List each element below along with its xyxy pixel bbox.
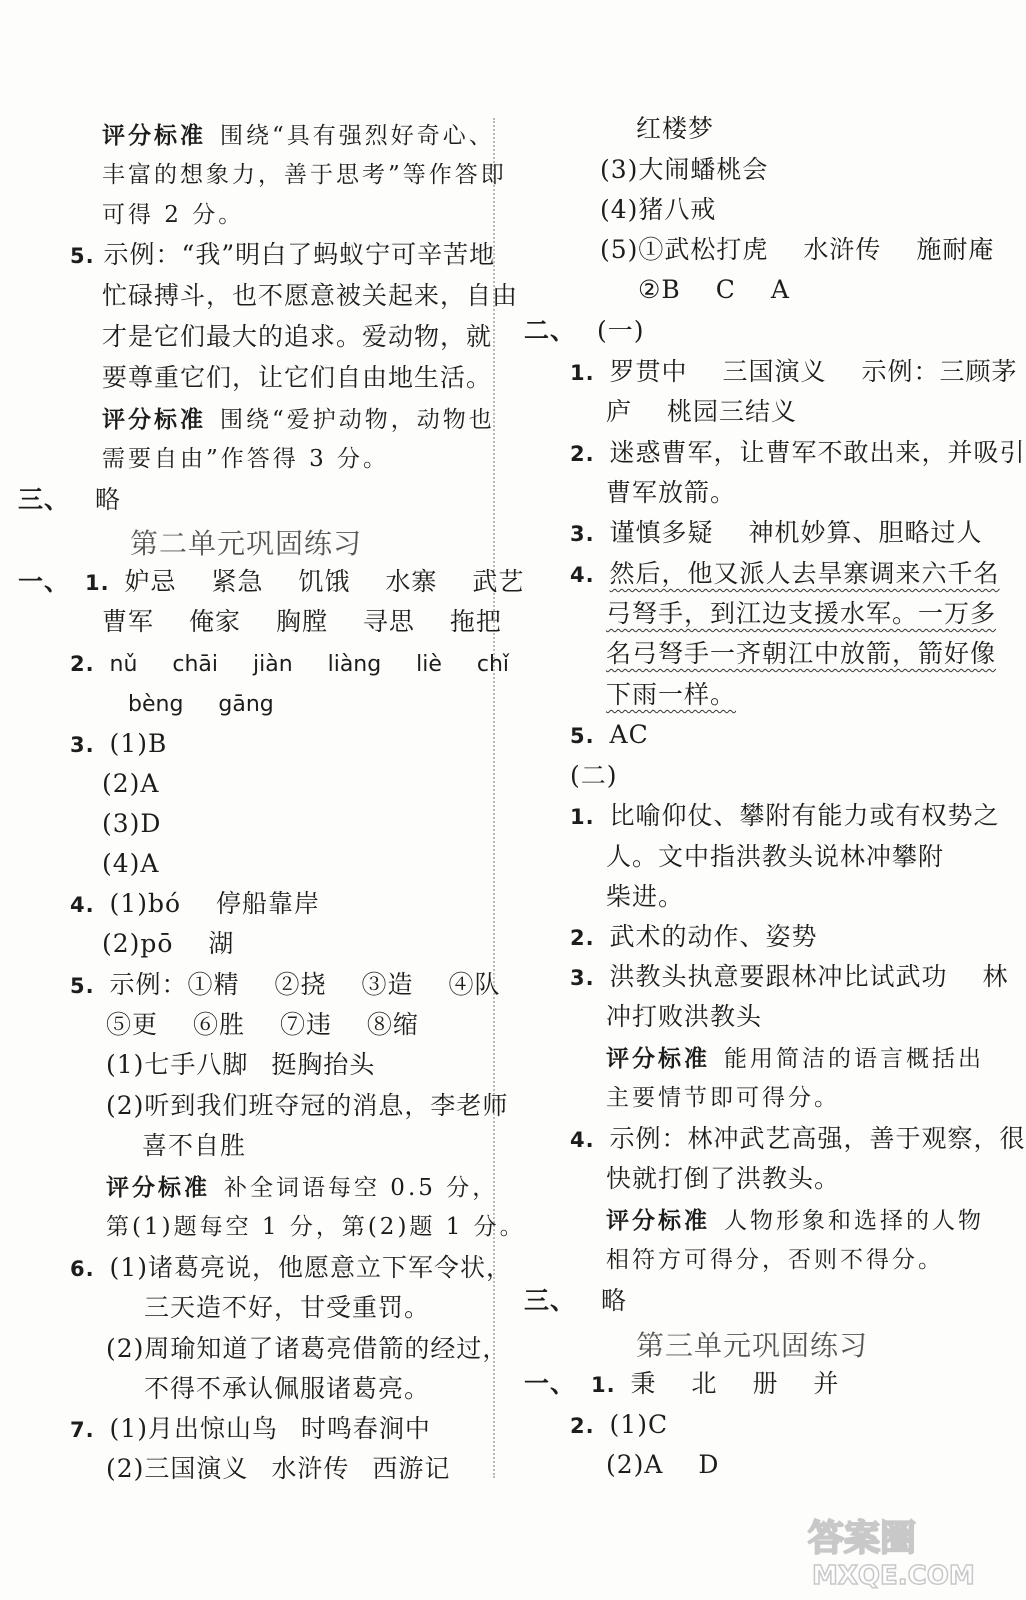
a4-line-a [570, 557, 1000, 592]
b4-line-a [570, 1122, 1026, 1157]
section-number: 一、 [18, 567, 71, 596]
answer-text: 三国演义 [722, 357, 827, 386]
q5-line-c [106, 1048, 375, 1082]
question-number: 1. [570, 361, 595, 385]
answer-text: (2)pō [102, 929, 174, 958]
text-line: (3)大闹蟠桃会 [600, 155, 769, 184]
answer-text: 庐 [606, 397, 633, 426]
pinyin: nǔ [109, 652, 138, 677]
q2-line-b [128, 686, 274, 722]
answer-text: (1)C [609, 1410, 669, 1439]
word: 水寨 [385, 567, 438, 596]
pinyin: chǐ [476, 652, 510, 677]
underlined-text: 下雨一样。 [606, 680, 737, 709]
answer-text: 并 [813, 1369, 840, 1398]
pinyin: gāng [218, 692, 274, 717]
answer-text: (1)bó [109, 889, 182, 918]
section-number: 三、 [524, 1286, 577, 1315]
answer-text: 神机妙算、胆略过人 [748, 518, 983, 547]
word: 紧急 [211, 567, 264, 596]
q5-line-b [106, 1008, 419, 1042]
question-number: 4. [570, 1128, 595, 1152]
scoring-text: 围绕“爱护动物，动物也 [220, 407, 495, 433]
pinyin: liè [416, 652, 442, 677]
watermark-line1: 答案圈 [808, 1518, 917, 1559]
section-3 [18, 483, 121, 517]
pinyin: bèng [128, 692, 184, 717]
q7-line-a [70, 1412, 431, 1447]
text-line: 可得 2 分。 [102, 202, 245, 228]
answer-text: ④队 [448, 970, 501, 999]
question-number: 1. [590, 1373, 616, 1397]
pinyin: chāi [172, 652, 219, 677]
answer-text: 秉 [630, 1369, 657, 1398]
answer-text: 示例：“我”明白了蚂蚁宁可辛苦地 [103, 240, 496, 269]
answer-text: (2)A [606, 1450, 664, 1479]
watermark-graphic [800, 1510, 980, 1590]
scoring-line [606, 1203, 984, 1238]
pinyin: liàng [327, 652, 382, 677]
text-line: (4)猪八戒 [600, 195, 717, 224]
subsection: (一) [596, 316, 645, 345]
text-line: 才是它们最大的追求。爱动物，就 [102, 322, 493, 351]
b2-line [570, 920, 818, 955]
question-number: 2. [570, 1414, 595, 1438]
answer-text: 停船靠岸 [215, 889, 320, 918]
choice: (2)A [102, 769, 160, 798]
underlined-text: 名弓弩手一齐朝江中放箭，箭好像 [606, 639, 997, 668]
answer-text: C [715, 275, 736, 304]
answer-text: 洪教头执意要跟林冲比试武功 [609, 962, 948, 991]
answer-text: A [770, 275, 790, 304]
q1-line-b [102, 605, 502, 639]
q3-line [70, 727, 167, 762]
answer-text: 时鸣春涧中 [300, 1414, 431, 1443]
answer-text: 施耐庵 [916, 235, 995, 264]
underlined-text: 弓弩手，到江边支援水军。一万多 [606, 599, 997, 628]
a1-line-a [570, 355, 1018, 390]
scoring-text: 围绕“具有强烈好奇心、 [220, 123, 495, 149]
answer-text: 挺胸抬头 [271, 1050, 376, 1079]
b3-line-a [570, 960, 1009, 995]
answer-text: (1)月出惊山鸟 [109, 1414, 278, 1443]
answer-line [638, 273, 790, 307]
q2-line-a [70, 646, 509, 682]
answer-text: 水浒传 [803, 235, 882, 264]
section-3 [524, 1284, 627, 1318]
c2-line-b [606, 1448, 719, 1482]
c1-line [524, 1367, 839, 1402]
answer-text: 示例：三顾茅 [861, 357, 1018, 386]
answer-text: 比喻仰仗、攀附有能力或有权势之 [609, 801, 1000, 830]
scoring-label: 评分标准 [606, 1046, 710, 1072]
choice: (4)A [102, 849, 160, 878]
question-number: 5. [70, 974, 95, 998]
scoring-text: 人物形象和选择的人物 [724, 1208, 984, 1234]
scoring-text: 能用简洁的语言概括出 [724, 1046, 984, 1072]
answer-text: 谨慎多疑 [609, 518, 714, 547]
answer-text: 示例：①精 [109, 970, 240, 999]
a2-line-a [570, 436, 1026, 471]
question-number: 2. [570, 926, 595, 950]
text-line: 主要情节即可得分。 [606, 1085, 840, 1111]
text-line: 人。文中指洪教头说林冲攀附 [606, 842, 945, 871]
answer-text: 桃园三结义 [666, 397, 797, 426]
answer-text: (5)①武松打虎 [600, 235, 769, 264]
question-number: 3. [570, 522, 595, 546]
answer-text: ③造 [361, 970, 414, 999]
word: 妒忌 [124, 567, 177, 596]
answer-text: 西游记 [372, 1454, 451, 1483]
text-line: 曹军放箭。 [606, 478, 737, 507]
q6-line-a [70, 1251, 512, 1286]
word: 拖把 [449, 607, 502, 636]
pinyin: jiàn [252, 652, 293, 677]
unit-3-heading: 第三单元巩固练习 [636, 1329, 869, 1362]
section-number: 二、 [524, 316, 577, 345]
answer-text: 水浒传 [271, 1454, 350, 1483]
answer-line [600, 233, 994, 267]
question-number: 7. [70, 1418, 95, 1442]
answer-text: ⑧缩 [366, 1010, 419, 1039]
scoring-label: 评分标准 [106, 1175, 210, 1201]
question-number: 3. [70, 733, 95, 757]
question-number: 5. [570, 724, 595, 748]
word: 寻思 [362, 607, 415, 636]
q4-line-a [70, 887, 320, 922]
a1-line-b [606, 395, 797, 429]
answer-text: ⑦违 [279, 1010, 332, 1039]
answer-text: 罗贯中 [609, 357, 688, 386]
answer-text: (2)三国演义 [106, 1454, 249, 1483]
word: 俺家 [188, 607, 241, 636]
question-number: 4. [70, 893, 95, 917]
question-number: 4. [570, 563, 595, 587]
text-line: 冲打败洪教头 [606, 1002, 763, 1031]
text-line: 快就打倒了洪教头。 [606, 1164, 841, 1193]
question-number: 2. [570, 442, 595, 466]
q5-line-a [70, 968, 500, 1003]
question-number: 1. [570, 805, 595, 829]
question-number: 2. [70, 652, 95, 676]
scoring-line [102, 118, 495, 153]
subsection: (二) [570, 761, 618, 790]
section-number: 一、 [524, 1369, 577, 1398]
question-number: 5. [70, 244, 95, 268]
word: 曹军 [102, 607, 155, 636]
watermark-logo [800, 1510, 980, 1590]
scoring-line [106, 1170, 498, 1205]
question-number: 6. [70, 1257, 95, 1281]
section-text: 略 [94, 485, 121, 514]
text-line: 丰富的想象力，善于思考”等作答即 [102, 162, 507, 188]
watermark-line2: MXQE.COM [812, 1561, 975, 1591]
section-text: 略 [600, 1286, 627, 1315]
q4-line-b [102, 927, 234, 961]
unit-2-heading: 第二单元巩固练习 [130, 527, 363, 560]
a5-line [570, 718, 649, 753]
text-line: 三天造不好，甘受重罚。 [144, 1293, 431, 1322]
answer-text: 武术的动作、姿势 [609, 922, 818, 951]
answer-text: (1)七手八脚 [106, 1050, 249, 1079]
question-number: 3. [570, 966, 595, 990]
answer-text: (1)诸葛亮说，他愿意立下军令状， [109, 1253, 512, 1282]
scoring-label: 评分标准 [102, 123, 206, 149]
q7-line-b [106, 1452, 450, 1486]
answer-text: 林 [982, 962, 1009, 991]
answer-text: ⑥胜 [192, 1010, 245, 1039]
b1-line-a [570, 799, 1000, 834]
text-line: 忙碌搏斗，也不愿意被关起来，自由 [102, 281, 519, 310]
text-line: 喜不自胜 [142, 1131, 247, 1160]
q1-line-a [18, 565, 524, 600]
answer-text: 迷惑曹军，让曹军不敢出来，并吸引 [609, 438, 1026, 467]
text-line: 红楼梦 [636, 114, 715, 143]
c2-line-a [570, 1408, 668, 1443]
section-2 [524, 314, 644, 348]
question-number: 1. [84, 571, 110, 595]
section-number: 三、 [18, 485, 71, 514]
choice: (1)B [109, 729, 168, 758]
word: 饥饿 [298, 567, 351, 596]
choice: (3)D [102, 809, 162, 838]
answer-5 [70, 238, 495, 273]
answer-text: 示例：林冲武艺高强，善于观察，很 [609, 1124, 1026, 1153]
text-line: 第(1)题每空 1 分，第(2)题 1 分。 [106, 1214, 526, 1240]
text-line: (2)周瑜知道了诸葛亮借箭的经过， [106, 1334, 509, 1363]
underlined-text: 然后，他又派人去旱寨调来六千名 [609, 559, 1000, 588]
text-line: 不得不承认佩服诸葛亮。 [144, 1374, 431, 1403]
answer-text: AC [609, 720, 649, 749]
answer-text: 湖 [208, 929, 235, 958]
answer-text: ②挠 [274, 970, 327, 999]
answer-text: D [698, 1450, 720, 1479]
a3-line [570, 516, 983, 551]
scoring-line [606, 1041, 984, 1076]
text-line: 要尊重它们，让它们自由地生活。 [102, 363, 493, 392]
text-line: 相符方可得分，否则不得分。 [606, 1247, 944, 1273]
answer-text: 北 [691, 1369, 718, 1398]
answer-text: ②B [638, 275, 681, 304]
answer-text: 册 [752, 1369, 779, 1398]
text-line: (2)听到我们班夺冠的消息，李老师 [106, 1091, 509, 1120]
word: 胸膛 [275, 607, 328, 636]
right-column [500, 0, 1026, 1600]
scoring-label: 评分标准 [102, 407, 206, 433]
answer-text: ⑤更 [106, 1010, 159, 1039]
scoring-line [102, 402, 495, 437]
word: 武艺 [472, 567, 525, 596]
scoring-label: 评分标准 [606, 1208, 710, 1234]
text-line: 柴进。 [606, 882, 685, 911]
scoring-text: 补全词语每空 0.5 分， [224, 1175, 499, 1201]
text-line: 需要自由”作答得 3 分。 [102, 446, 390, 472]
